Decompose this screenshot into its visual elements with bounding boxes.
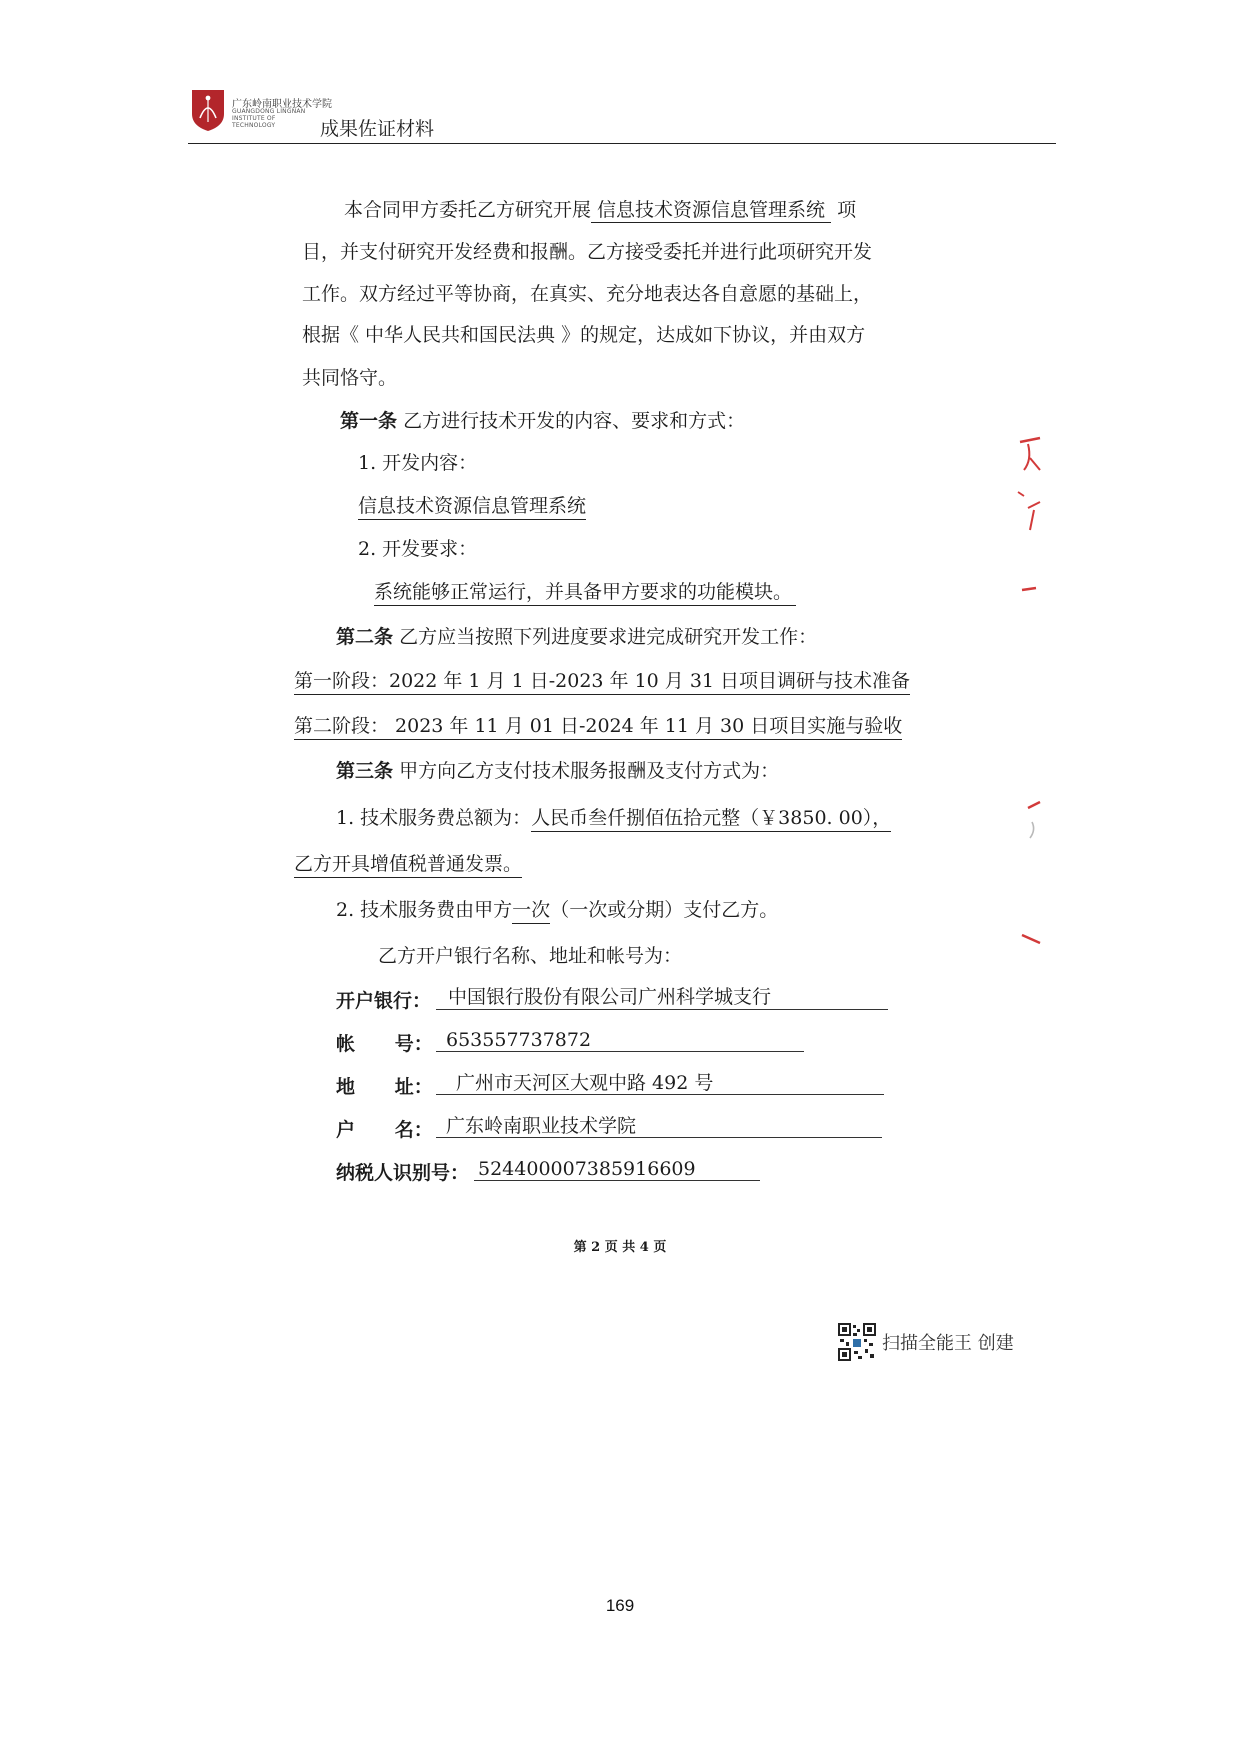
payment-1-label: 1. 技术服务费总额为： xyxy=(336,807,532,829)
header-divider xyxy=(188,143,1056,144)
account-name-label: 户 名： xyxy=(336,1119,433,1141)
account-name-value: 广东岭南职业技术学院 xyxy=(446,1115,637,1137)
payment-1-value: 人民币叁仟捌佰伍拾元整（￥3850. 00）， xyxy=(531,806,891,832)
intro-line-1 xyxy=(344,198,856,223)
stage-2-row xyxy=(294,714,902,740)
address-label: 地 址： xyxy=(336,1076,433,1098)
article-2 xyxy=(336,625,817,649)
intro-text-1a: 本合同甲方委托乙方研究开展 xyxy=(344,199,592,221)
item-1-label: 1. 开发内容： xyxy=(358,452,478,474)
intro-line-5: 共同恪守。 xyxy=(302,367,398,389)
stage-1-row xyxy=(294,669,910,695)
address-underline xyxy=(436,1094,884,1095)
scanner-watermark: 扫描全能王 创建 xyxy=(882,1333,1014,1354)
payment-2-value: 一次 xyxy=(512,898,550,924)
article-1-text: 乙方进行技术开发的内容、要求和方式： xyxy=(403,410,746,432)
article-3-title: 第三条 xyxy=(336,760,394,782)
article-2-text: 乙方应当按照下列进度要求进完成研究开发工作： xyxy=(399,626,818,648)
stage-1: 第一阶段：2022 年 1 月 1 日-2023 年 10 月 31 日项目调研与技术准备 xyxy=(294,669,910,695)
item-2-label: 2. 开发要求： xyxy=(358,538,478,560)
intro-text-1b: 项 xyxy=(837,199,857,221)
article-3 xyxy=(336,759,779,783)
article-2-title: 第二条 xyxy=(336,626,394,648)
bank-intro: 乙方开户银行名称、地址和帐号为： xyxy=(378,945,683,967)
article-1 xyxy=(340,409,745,433)
account-value: 653557737872 xyxy=(446,1029,592,1051)
page-of-total: 第 2 页 共 4 页 xyxy=(573,1240,667,1255)
tax-id-underline xyxy=(474,1180,760,1181)
header-title: 成果佐证材料 xyxy=(320,118,435,140)
institution-name-cn: 广东岭南职业技术学院 xyxy=(232,99,332,110)
payment-2 xyxy=(336,898,778,924)
institution-name-en: GUANGDONG LINGNAN INSTITUTE OF TECHNOLOGY xyxy=(232,108,306,129)
page-number: 169 xyxy=(605,1596,635,1615)
intro-line-3: 工作。双方经过平等协商，在真实、充分地表达各自意愿的基础上， xyxy=(302,283,873,305)
bank-value: 中国银行股份有限公司广州科学城支行 xyxy=(448,986,772,1008)
stage-2: 第二阶段： 2023 年 11 月 01 日-2024 年 11 月 30 日项目实施与验收 xyxy=(294,714,902,740)
article-3-text: 甲方向乙方支付技术服务报酬及支付方式为： xyxy=(399,760,780,782)
bank-label: 开户银行： xyxy=(336,990,432,1012)
intro-line-2: 目，并支付研究开发经费和报酬。乙方接受委托并进行此项研究开发 xyxy=(302,241,873,263)
payment-2-text-a: 2. 技术服务费由甲方 xyxy=(336,899,513,921)
bank-underline xyxy=(436,1009,888,1010)
address-value: 广州市天河区大观中路 492 号 xyxy=(456,1072,714,1094)
account-label: 帐 号： xyxy=(336,1033,433,1055)
payment-1-row2 xyxy=(294,852,522,878)
payment-1 xyxy=(336,806,891,832)
tax-id-value: 524400007385916609 xyxy=(478,1158,696,1180)
institution-logo xyxy=(190,88,226,132)
article-1-title: 第一条 xyxy=(340,410,398,432)
tax-id-label: 纳税人识别号： xyxy=(336,1162,470,1184)
item-1-value: 信息技术资源信息管理系统 xyxy=(358,494,586,520)
account-name-underline xyxy=(436,1137,882,1138)
item-1-value-row xyxy=(358,494,586,520)
intro-line-4: 根据《 中华人民共和国民法典 》的规定，达成如下协议，并由双方 xyxy=(302,324,866,346)
payment-2-text-b: （一次或分期）支付乙方。 xyxy=(550,899,779,921)
item-2-value-row xyxy=(374,580,796,606)
margin-red-marks xyxy=(1010,430,1070,970)
item-2-value: 系统能够正常运行，并具备甲方要求的功能模块。 xyxy=(374,580,796,606)
qr-code-icon xyxy=(838,1323,876,1361)
project-name-field: 信息技术资源信息管理系统 xyxy=(591,198,831,223)
payment-1-invoice: 乙方开具增值税普通发票。 xyxy=(294,852,522,878)
account-underline xyxy=(436,1051,804,1052)
